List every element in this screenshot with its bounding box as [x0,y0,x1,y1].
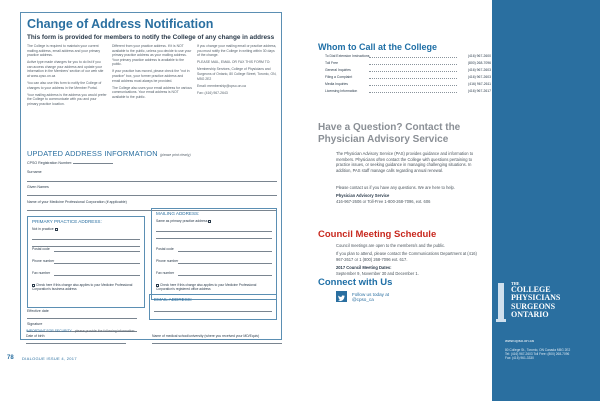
council-dates-title: 2017 Council Meeting Dates: [336,265,392,270]
form-subtitle: This form is provided for members to notify the College of any change in address [27,34,275,41]
contact-row [325,54,491,60]
contact-number[interactable]: (416) 967-2603 [467,68,491,72]
school-field[interactable] [152,343,282,344]
mailing-address-box [151,208,277,300]
intro-paragraph: If you change your mailing email or practice address, you must notify the College in writing within 30 days of the change. [197,44,277,58]
address-line[interactable] [32,239,140,240]
mailing-address-title: MAILING ADDRESS: [156,211,200,216]
same-as-primary-option[interactable] [156,219,211,223]
primary-postal-label: Postal code [32,247,50,251]
mailing-fax-field[interactable] [178,275,272,276]
intro-paragraph: You can also use this form to notify the College of changes to your address in the Member Portal. [27,81,102,90]
mail-instruction: PLEASE MAIL, EMAIL OR FAX THIS FORM TO: [197,60,271,65]
page-number: 78 [7,355,14,361]
college-logo [495,281,561,327]
contact-row [325,68,491,74]
effective-date-field[interactable] [27,318,137,319]
updated-address-heading-text: UPDATED ADDRESS INFORMATION [27,149,158,158]
signature-label: Signature [27,322,43,326]
intro-paragraph: If your practice has moved, please check the "not in practice" box, your former practice address and email address must always be provided. [112,69,190,83]
logo-text [511,281,560,320]
twitter-handle[interactable]: @cpso_ca [352,297,374,302]
contact-number[interactable]: (800) 268-7096 [467,61,491,65]
question-heading [318,122,460,146]
intro-column-1 [27,44,107,109]
sidebar-tel: Tel: (416) 967-2603 Toll Free: (800) 268-7096 [505,352,570,356]
updated-address-note: (please print clearly) [160,153,191,157]
cpso-number-field[interactable] [27,160,113,165]
twitter-bird-icon[interactable] [336,291,347,302]
not-in-practice-label: Not in practice [32,227,54,231]
contact-label: To Dial Extension Instructions [325,54,370,58]
council-dates-list: September 9, November 30 and December 1. [336,270,419,276]
whom-to-call-heading: Whom to Call at the College [318,42,438,52]
mailing-corporation-note [156,283,272,291]
security-title: IMPORTANT FOR SECURITY [26,329,72,333]
pas-description: The Physician Advisory Service (PAS) provides guidance and information to members. Physicians often contact the College with questions pertaining to practice issues, or seeking guidance in managing challenging situations. In addition, PAS staff manage calls regarding annual renewal. [336,151,474,173]
contact-fax: Fax: (416) 967-2643 [197,90,228,95]
contact-label: Licensing Information [325,89,358,93]
logo-line: THE [511,281,520,286]
given-names-label: Given Names [27,185,49,189]
page-footer: DIALOGUE ISSUE 4, 2017 [22,356,77,361]
council-attend-text: If you plan to attend, please contact the Communications Department at (416) 967-2617 or 1 (800) 268-7096 ext. 617. [336,251,477,262]
dob-label: Date of birth [26,334,45,338]
twitter-follow[interactable] [352,292,472,302]
council-open-text: Council meetings are open to the members/s and the public. [336,243,446,248]
contact-number[interactable]: (416) 967-2600 [467,54,491,58]
cpso-number-label: CPSO Registration Number: [27,161,73,165]
contact-row [325,61,491,67]
mailing-phone-field[interactable] [178,263,272,264]
primary-practice-box [27,216,145,308]
mailing-destination: Membership Services, College of Physicians and Surgeons of Ontario, 80 College Street, Toronto, ON, M5G 2E2 [197,67,277,81]
mailing-postal-label: Postal code [156,247,174,251]
intro-column-2 [112,44,192,102]
form-frame [20,12,282,340]
council-heading: Council Meeting Schedule [318,229,437,240]
effective-date-label: Effective date [27,309,49,313]
not-in-practice-option[interactable] [32,227,58,231]
contact-label: Toll Free [325,61,339,65]
logo-line: PHYSICIANS [511,293,561,303]
mailing-postal-field[interactable] [178,251,272,252]
same-as-primary-checkbox[interactable] [208,220,211,223]
primary-fax-field[interactable] [54,275,140,276]
contact-number[interactable]: (416) 967-2617 [467,89,491,93]
intro-paragraph: Your mailing address is the address you would prefer the College to communicate with you and your primary practice location. [27,92,107,107]
contact-row [325,82,491,88]
logo-line: COLLEGE [511,285,551,294]
intro-paragraph: The College is required to maintain your current mailing address, email address and your primary practice address. [27,44,101,58]
email-address-title: EMAIL ADDRESS: [154,297,193,302]
intro-column-3 [197,44,277,98]
twitter-follow-text: Follow us today at [352,292,390,297]
primary-fax-label: Fax number [32,271,51,275]
question-heading-line-2: Physician Advisory Service [318,134,449,145]
primary-postal-field[interactable] [54,251,140,252]
intro-paragraph: Different from your practice address. If it is NOT available to the public, unless you decide to use your primary practice address as your mailing address. Your primary practice address is available to the public. [112,44,192,67]
primary-phone-label: Phone number [32,259,55,263]
primary-practice-title: PRIMARY PRACTICE ADDRESS: [32,219,102,224]
contact-label: Media Inquiries [325,82,348,86]
change-of-address-form [0,0,294,401]
surname-label: Surname [27,170,42,174]
question-heading-line-1: Have a Question? Contact the [318,122,461,133]
address-line[interactable] [156,238,272,239]
school-label: Name of medical school/university (where you received your MD/Equiv) [152,334,260,338]
sidebar-fax: Fax: (416) 961-3330 [505,356,534,360]
security-note: - please provide the following information: [72,329,136,333]
surname-field[interactable] [27,181,277,182]
primary-corporation-note [32,283,140,291]
contact-email: Email: membership@cpso.on.ca [197,83,246,88]
email-address-box [149,294,277,320]
pas-service-name: Physician Advisory Service [336,193,390,198]
sidebar-address: 80 College St., Toronto, ON Canada M5G 2E2 [505,348,571,352]
corporation-label: Name of your Medicine Professional Corporation (if applicable) [27,200,127,204]
connect-heading: Connect with Us [318,277,393,288]
given-names-field[interactable] [27,195,277,196]
not-in-practice-checkbox[interactable] [55,228,58,231]
dob-field[interactable] [26,343,126,344]
contact-number[interactable]: (416) 967-2611 [468,82,491,86]
contact-label: Filing a Complaint [325,75,353,79]
primary-phone-field[interactable] [54,263,140,264]
intro-paragraph: Active type made changes for you to do list if you can access change your address and update your information in the Members' section of our web site at www.cpso.on.ca [27,60,104,79]
address-line[interactable] [156,231,272,232]
mailing-fax-label: Fax number [156,271,175,275]
pas-contact [336,193,486,204]
contact-row [325,75,491,81]
council-dates [336,265,486,276]
logo-line: SURGEONS [511,301,556,311]
same-as-primary-label: Same as primary practice address [156,219,208,223]
primary-corporation-note-text: Check here if this change also applies to your Medicine Professional Corporation's business address [32,283,133,291]
email-address-field[interactable] [154,311,272,312]
updated-address-heading [27,149,191,158]
intro-paragraph: The College also uses your email address for various communications. Your email address is NOT available to the public. [112,85,192,99]
security-heading [26,329,135,333]
sidebar-website[interactable]: www.cpso.on.ca [505,338,534,343]
pas-phone[interactable]: 416-967-2606 or Toll-Free 1-800-268-7096, ext. 606 [336,198,431,204]
contact-label: General Inquiries [325,68,351,72]
contact-number[interactable]: (416) 967-2603 [467,75,491,79]
form-title: Change of Address Notification [27,17,214,31]
contact-row [325,89,491,95]
logo-line: ONTARIO [511,310,549,320]
mailing-corporation-note-text: Check here if this change also applies to your Medicine Professional Corporation's registered office address [156,283,257,291]
pas-help-text: Please contact us if you have any questions. We are here to help. [336,185,455,190]
mailing-phone-label: Phone number [156,259,179,263]
